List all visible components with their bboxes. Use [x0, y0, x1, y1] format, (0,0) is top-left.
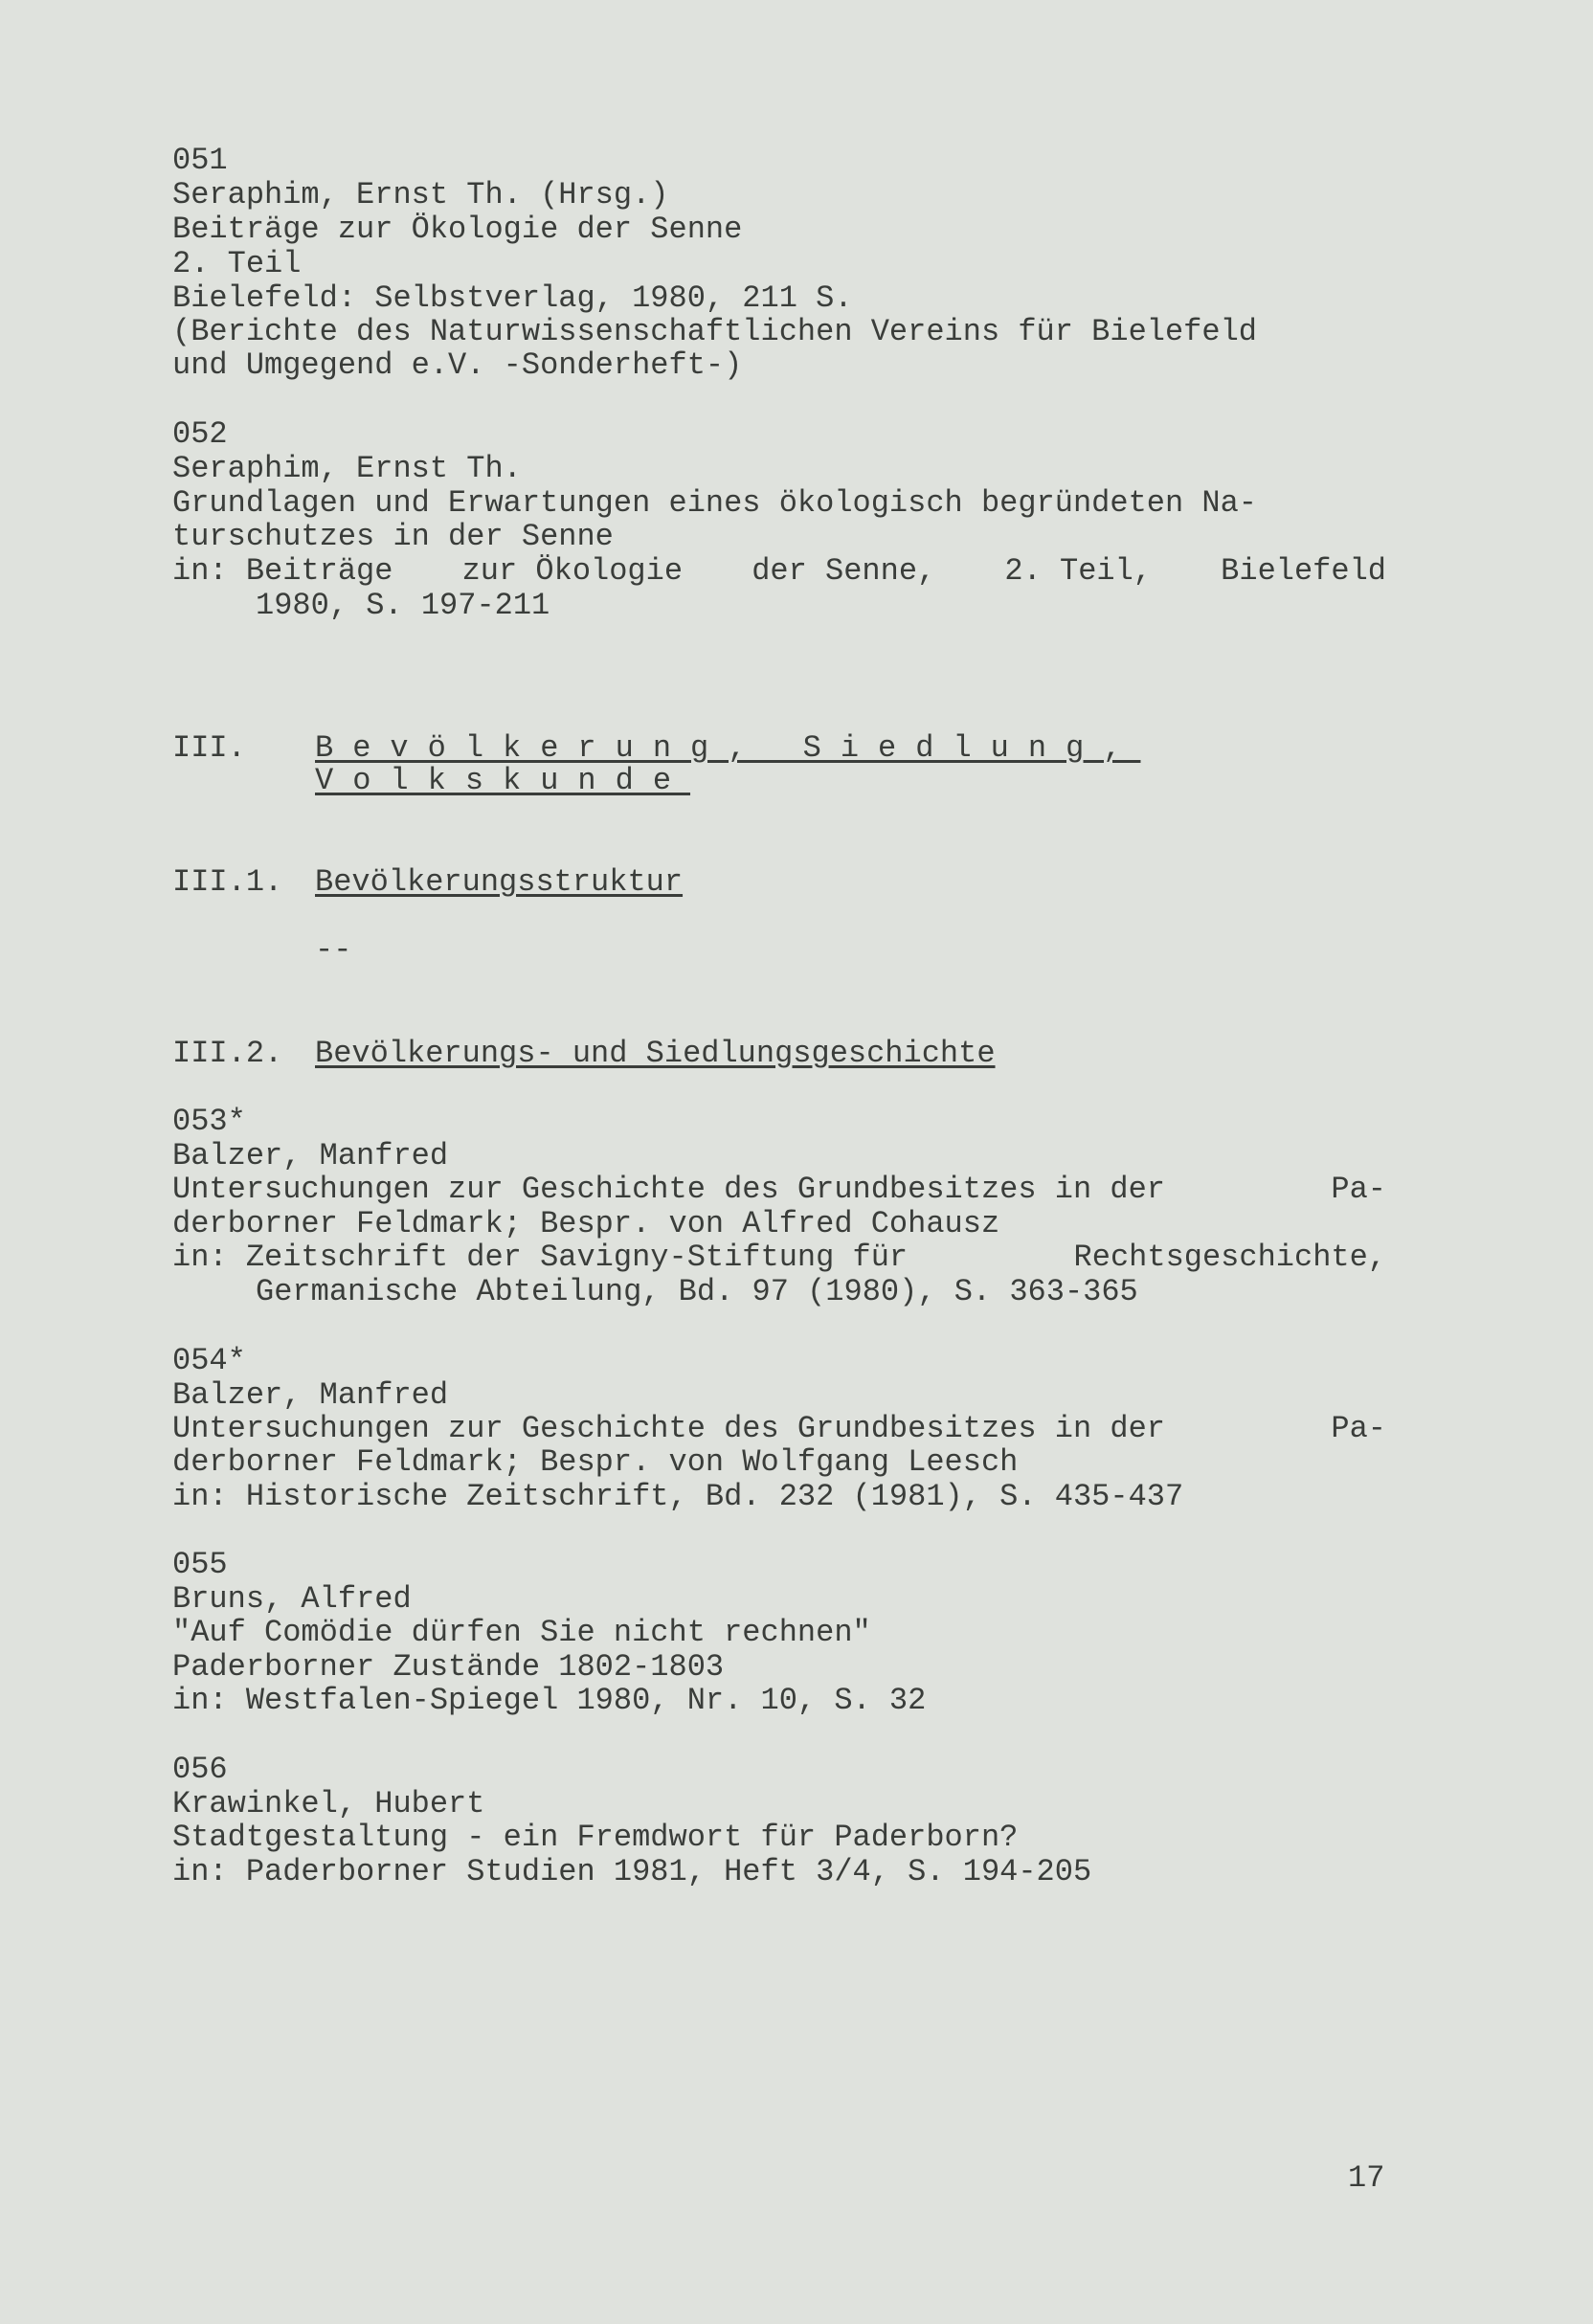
entry-053-source-line1: [172, 1240, 1386, 1275]
entry-055-source: in: Westfalen-Spiegel 1980, Nr. 10, S. 32: [172, 1683, 927, 1718]
entry-054-source: in: Historische Zeitschrift, Bd. 232 (1981), S. 435-437: [172, 1479, 1184, 1514]
entry-051-author: Seraphim, Ernst Th. (Hrsg.): [172, 177, 669, 212]
entry-051-series-line1: (Berichte des Naturwissenschaftlichen Vereins für Bielefeld: [172, 314, 1257, 349]
text-segment: zur Ökologie: [461, 553, 684, 589]
text-segment: Untersuchungen zur Geschichte des Grundbesitzes in der: [172, 1172, 1165, 1207]
entry-051-series-line2: und Umgegend e.V. -Sonderheft-): [172, 347, 743, 383]
entry-052-title-line1: Grundlagen und Erwartungen eines ökologisch begründeten Na-: [172, 485, 1257, 521]
entry-053-title-line2: derborner Feldmark; Bespr. von Alfred Cohausz: [172, 1206, 1000, 1241]
section-3-1-empty-marker: --: [315, 932, 352, 968]
entry-056-author: Krawinkel, Hubert: [172, 1786, 485, 1821]
entry-056-title: Stadtgestaltung - ein Fremdwort für Paderborn?: [172, 1820, 1019, 1855]
text-segment: Pa-: [1331, 1411, 1386, 1446]
entry-055-subtitle: Paderborner Zustände 1802-1803: [172, 1649, 725, 1685]
section-3-title-line1: Bevölkerung, Siedlung,: [315, 730, 1141, 766]
text-segment: Pa-: [1331, 1172, 1386, 1207]
entry-053-source-line2: Germanische Abteilung, Bd. 97 (1980), S. 363-365: [256, 1274, 1138, 1309]
section-3-1-number: III.1.: [172, 864, 283, 900]
entry-051-publisher: Bielefeld: Selbstverlag, 1980, 211 S.: [172, 280, 853, 316]
entry-052-number: 052: [172, 416, 228, 452]
text-segment: in: Beiträge: [172, 553, 393, 589]
page-number: 17: [1348, 2160, 1385, 2196]
entry-055-author: Bruns, Alfred: [172, 1581, 412, 1617]
entry-056-source: in: Paderborner Studien 1981, Heft 3/4, S. 194-205: [172, 1854, 1092, 1889]
entry-052-author: Seraphim, Ernst Th.: [172, 451, 522, 486]
section-3-2-number: III.2.: [172, 1036, 283, 1071]
entry-052-source-line1: [172, 554, 1386, 589]
entry-055-title: "Auf Comödie dürfen Sie nicht rechnen": [172, 1615, 871, 1650]
text-segment: in: Zeitschrift der Savigny-Stiftung für: [172, 1240, 909, 1275]
text-segment: Untersuchungen zur Geschichte des Grundbesitzes in der: [172, 1411, 1165, 1446]
entry-052-source-line2: 1980, S. 197-211: [256, 588, 550, 623]
section-3-number: III.: [172, 730, 246, 766]
entry-056-number: 056: [172, 1752, 228, 1787]
entry-055-number: 055: [172, 1547, 228, 1582]
entry-054-title-line1: [172, 1412, 1386, 1446]
entry-053-author: Balzer, Manfred: [172, 1138, 449, 1173]
text-segment: 2. Teil,: [1004, 553, 1152, 589]
entry-052-title-line2: turschutzes in der Senne: [172, 519, 614, 554]
section-3-title-line2: Volkskunde: [315, 763, 691, 798]
text-segment: der Senne,: [752, 553, 936, 589]
text-segment: Rechtsgeschichte,: [1073, 1240, 1386, 1275]
entry-053-number: 053*: [172, 1104, 246, 1139]
entry-054-title-line2: derborner Feldmark; Bespr. von Wolfgang Leesch: [172, 1444, 1019, 1480]
section-3-1-title: Bevölkerungsstruktur: [315, 864, 684, 900]
entry-051-number: 051: [172, 143, 228, 178]
entry-051-title: Beiträge zur Ökologie der Senne: [172, 212, 743, 247]
entry-054-number: 054*: [172, 1343, 246, 1378]
entry-051-part: 2. Teil: [172, 246, 302, 281]
entry-053-title-line1: [172, 1173, 1386, 1207]
text-segment: Bielefeld: [1221, 553, 1386, 589]
entry-054-author: Balzer, Manfred: [172, 1377, 449, 1413]
section-3-2-title: Bevölkerungs- und Siedlungsgeschichte: [315, 1036, 996, 1071]
